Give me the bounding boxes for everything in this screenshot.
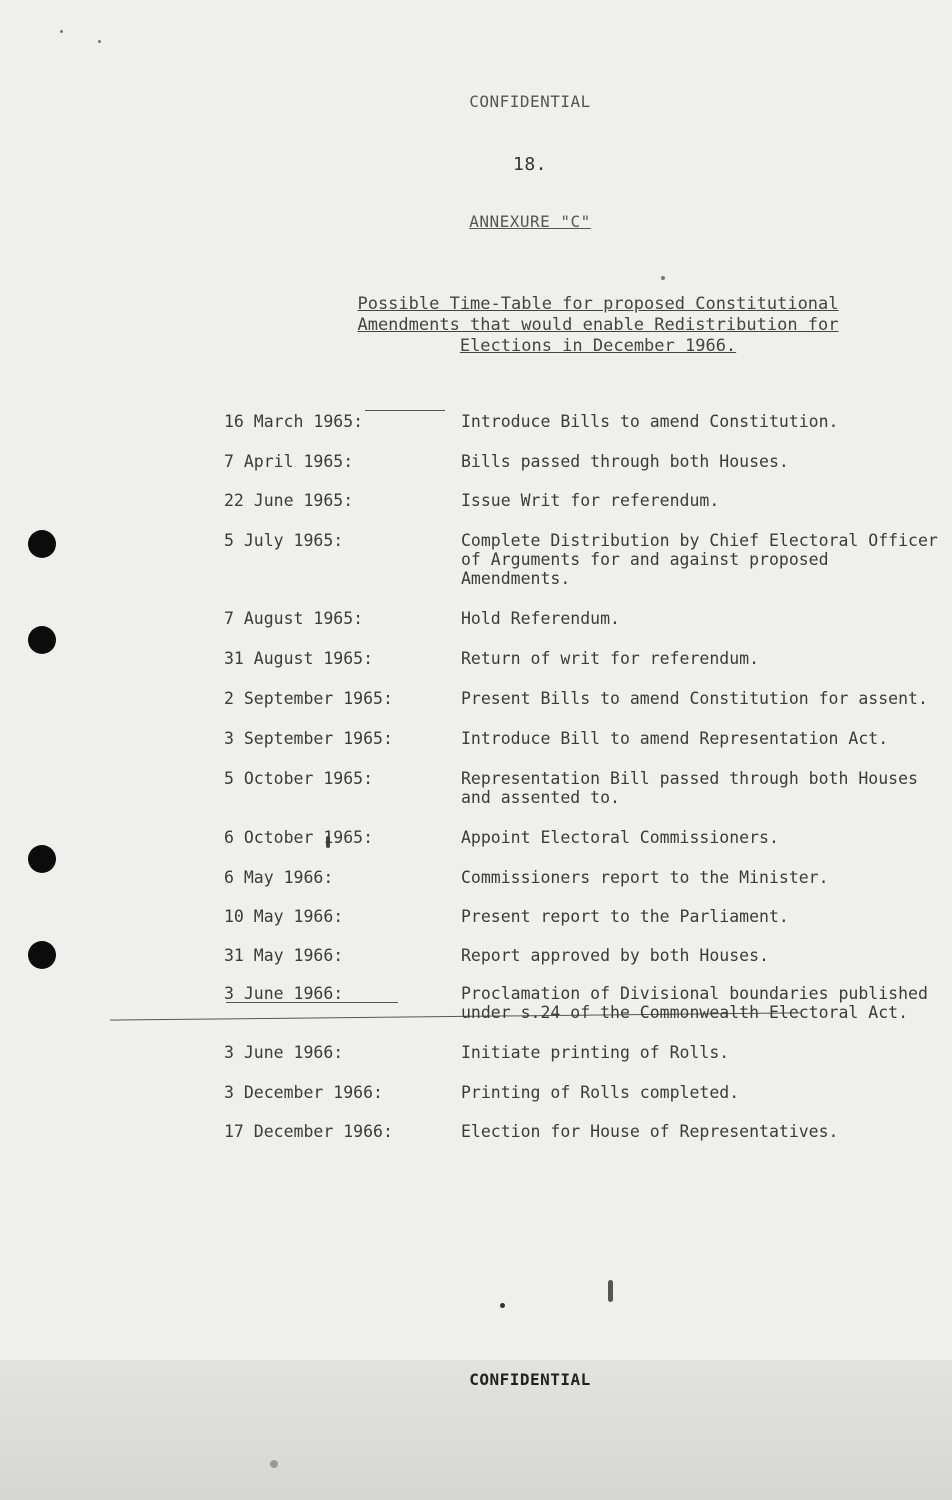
classification-header: CONFIDENTIAL [469,92,591,111]
title-line: Elections in December 1966. [459,336,737,356]
timetable-row [224,649,944,668]
row-event: Election for House of Representatives. [461,1122,839,1141]
timetable-row [224,1043,944,1062]
row-date: 17 December 1966: [224,1122,393,1141]
row-date: 3 September 1965: [224,729,393,748]
timetable-row [224,491,944,510]
timetable-row [224,412,944,431]
timetable-row [224,868,944,887]
row-date: 5 October 1965: [224,769,374,788]
row-event: Introduce Bills to amend Constitution. [461,412,839,431]
scan-speck [608,1280,613,1302]
row-date: 7 August 1965: [224,609,364,628]
classification-footer: CONFIDENTIAL [469,1370,591,1389]
scan-speck [500,1303,505,1308]
row-date: 31 May 1966: [224,946,344,965]
row-date: 7 April 1965: [224,452,354,471]
timetable-row [224,984,944,1022]
scan-speck [98,40,101,43]
timetable-row [224,946,944,965]
document-title [318,294,878,357]
timetable-row [224,907,944,926]
page-number: 18. [512,154,547,175]
row-event: Commissioners report to the Minister. [461,868,829,887]
timetable-row [224,729,944,748]
row-date: 6 May 1966: [224,868,334,887]
row-date: 3 June 1966: [224,1043,344,1062]
timetable-row [224,1083,944,1102]
timetable-row [224,452,944,471]
row-date: 31 August 1965: [224,649,374,668]
title-line: Possible Time-Table for proposed Constitutional [357,294,839,314]
handwritten-stroke [365,410,445,411]
row-event: Hold Referendum. [461,609,620,628]
row-event: Printing of Rolls completed. [461,1083,740,1102]
row-date: 5 July 1965: [224,531,344,550]
row-event: Report approved by both Houses. [461,946,769,965]
row-event: Issue Writ for referendum. [461,491,720,510]
timetable-row [224,769,944,807]
timetable-row [224,1122,944,1141]
row-event: Complete Distribution by Chief Electoral Officer of Arguments for and against proposed Amendments. [461,531,938,588]
scan-speck [60,30,63,33]
scan-speck [270,1460,278,1468]
row-event: Bills passed through both Houses. [461,452,789,471]
row-event: Introduce Bill to amend Representation Act. [461,729,889,748]
title-line: Amendments that would enable Redistribution for [357,315,839,335]
timetable-row [224,531,944,588]
scan-speck [661,276,665,280]
row-date: 22 June 1965: [224,491,354,510]
row-date: 2 September 1965: [224,689,393,708]
punch-hole [28,626,56,654]
row-event: Appoint Electoral Commissioners. [461,828,779,847]
row-event: Initiate printing of Rolls. [461,1043,730,1062]
row-event: Representation Bill passed through both Houses and assented to. [461,769,918,807]
row-event: Present report to the Parliament. [461,907,789,926]
punch-hole [28,845,56,873]
punch-hole [28,530,56,558]
row-date: 3 December 1966: [224,1083,383,1102]
timetable-row [224,689,944,708]
punch-hole [28,941,56,969]
row-date: 16 March 1965: [224,412,364,431]
row-date: 3 June 1966: [224,984,344,1003]
row-date: 10 May 1966: [224,907,344,926]
timetable [224,412,944,1141]
timetable-row [224,609,944,628]
row-event: Proclamation of Divisional boundaries published under s.24 of the Commonwealth Electoral Act. [461,984,928,1022]
row-event: Present Bills to amend Constitution for assent. [461,689,928,708]
row-event: Return of writ for referendum. [461,649,760,668]
row-date: 6 October 1965: [224,828,374,847]
annexure-heading: ANNEXURE "C" [469,212,591,231]
timetable-row [224,828,944,847]
